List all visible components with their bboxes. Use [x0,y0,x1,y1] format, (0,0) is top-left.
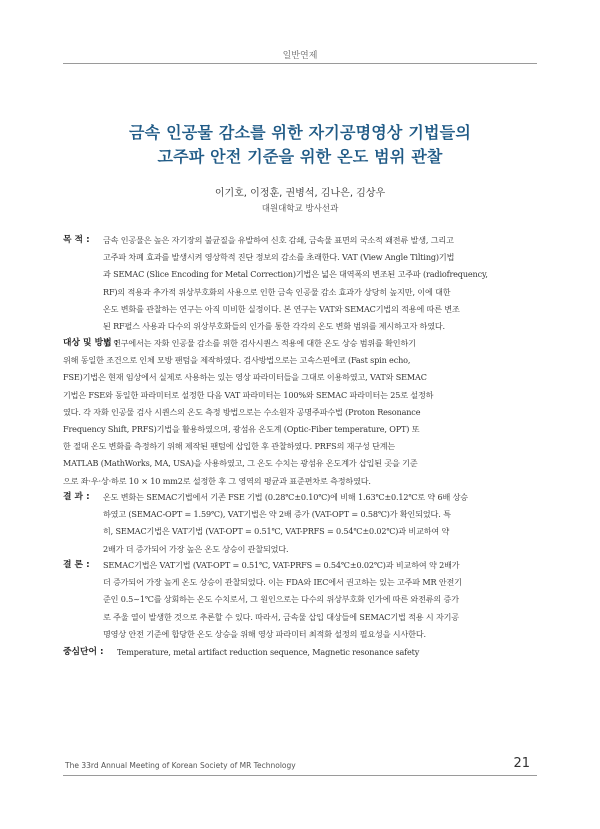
page-number: 21 [513,756,530,771]
text-line: 히, SEMAC기법은 VAT기법 (VAT-OPT = 0.51℃, VAT-PRFS = 0.54℃±0.02℃)과 비교하여 약 [103,526,450,537]
section-keywords [63,644,537,661]
section-body-keywords [117,644,537,661]
text-line: 하였고 (SEMAC-OPT = 1.59℃), VAT기법은 약 2배 증가 (VAT-OPT = 0.58℃)가 확인되었다. 특 [103,509,451,520]
text-line: 과 SEMAC (Slice Encoding for Metal Correction)기법은 넓은 대역폭의 변조된 고주파 (radiofrequency, [103,269,488,280]
section-label-results: 결 과 : [63,492,90,502]
title-line-2: 고주파 안전 기준을 위한 온도 범위 관찰 [157,147,443,166]
bottom-rule [63,775,537,776]
text-line: FSE)기법은 현재 임상에서 실제로 사용하는 있는 영상 파라미터들을 그대로 이용하였고, VAT와 SEMAC [63,372,427,383]
section-body-results [103,489,537,558]
footer-conference: The 33rd Annual Meeting of Korean Society of MR Technology [65,761,296,770]
text-line: 준인 0.5~1℃를 상회하는 온도 수치로서, 그 원인으로는 다수의 위상부호화 인가에 따른 와전류의 증가 [103,594,459,605]
paper-title [40,121,560,169]
text-line: Frequency Shift, PRFS)기법을 활용하였으며, 광섬유 온도계 (Optic-Fiber temperature, OPT) 또 [63,424,420,435]
text-line: 온도 변화를 관찰하는 연구는 아직 미비한 실정이다. 본 연구는 VAT와 SEMAC기법의 적용에 따른 변조 [103,303,460,314]
text-line: 2배가 더 증가되어 가장 높은 온도 상승이 관찰되었다. [103,543,289,554]
text-line: MATLAB (MathWorks, MA, USA)을 사용하였고, 그 온도 수치는 광섬유 온도계가 삽입된 곳을 기준 [63,458,418,469]
top-rule [63,63,537,64]
text-line: 고주파 차폐 효과를 발생시켜 영상학적 진단 정보의 감소를 초래한다. VAT (View Angle Tilting)기법 [103,252,455,263]
text-line: 본 연구에서는 자화 인공물 감소를 위한 검사시퀀스 적용에 대한 온도 상승 범위를 확인하기 [103,338,416,348]
text-line: 로 주울 열이 발생한 것으로 추론할 수 있다. 따라서, 금속물 삽입 대상들에 SEMAC기법 적용 시 자기공 [103,611,459,622]
section-label-conclusion: 결 론 : [63,560,90,570]
affiliation: 대원대학교 방사선과 [261,204,339,214]
section-label-methods: 대상 및 방법 : [63,338,119,348]
section-label-keywords: 중심단어 : [63,647,104,657]
section-conclusion [63,557,537,643]
text-line: SEMAC기법은 VAT기법 (VAT-OPT = 0.51℃, VAT-PRFS = 0.54℃±0.02℃)과 비교하여 약 2배가 [103,560,460,570]
text-line: 명영상 안전 기준에 합당한 온도 상승을 위해 영상 파라미터 최적화 설정의 필요성을 시사한다. [103,628,426,639]
text-line: 위해 동일한 조건으로 인체 모방 팬텀을 제작하였다. 검사방법으로는 고속스핀에코 (Fast spin echo, [63,355,411,366]
text-line: 였다. 각 자화 인공물 검사 시퀀스의 온도 측정 방법으로는 수소원자 공명주파수법 (Proton Resonance [63,406,421,417]
text-line: 기법은 FSE와 동일한 파라미터로 설정한 다음 VAT 파라미터는 100%와 SEMAC 파라미터는 25로 설정하 [63,389,434,400]
section-body-purpose [103,232,537,335]
section-label-purpose: 목 적 : [63,235,90,245]
section-body-conclusion [103,557,537,643]
text-line: 한 절대 온도 변화를 측정하기 위해 제작된 팬텀에 삽입한 후 관찰하였다. PRFS의 재구성 단계는 [63,441,396,452]
text-line: 으로 좌·우·상·하로 10 × 10 mm2로 설정한 후 그 영역의 평균과 표준편차로 측정하였다. [63,475,371,486]
section-purpose [63,232,537,335]
text-line: 된 RF펄스 사용과 다수의 위상부호화들의 인가를 통한 각각의 온도 변화 범위를 제시하고자 하였다. [103,321,445,332]
section-results [63,489,537,558]
text-line: 더 증가되어 가장 높게 온도 상승이 관찰되었다. 이는 FDA와 IEC에서 권고하는 있는 고주파 MR 안전기 [103,577,462,588]
text-line: Temperature, metal artifact reduction sequence, Magnetic resonance safety [117,647,420,657]
authors: 이기호, 이정훈, 권병석, 김나은, 김상우 [214,188,386,199]
title-line-1: 금속 인공물 감소를 위한 자기공명영상 기법들의 [129,123,471,142]
section-label: 일반연제 [282,51,318,61]
text-line: 온도 변화는 SEMAC기법에서 기존 FSE 기법 (0.28℃±0.10℃)에 비해 1.63℃±0.12℃로 약 6배 상승 [103,492,468,502]
text-line: RF)의 적용과 추가적 위상부호화의 사용으로 인한 금속 인공물 감소 효과가 상당히 높지만, 이에 대한 [103,286,451,297]
section-methods [63,335,537,490]
text-line: 금속 인공물은 높은 자기장의 불균질을 유발하여 신호 감쇄, 금속물 표면의 국소적 왜전류 발생, 그리고 [103,235,454,245]
